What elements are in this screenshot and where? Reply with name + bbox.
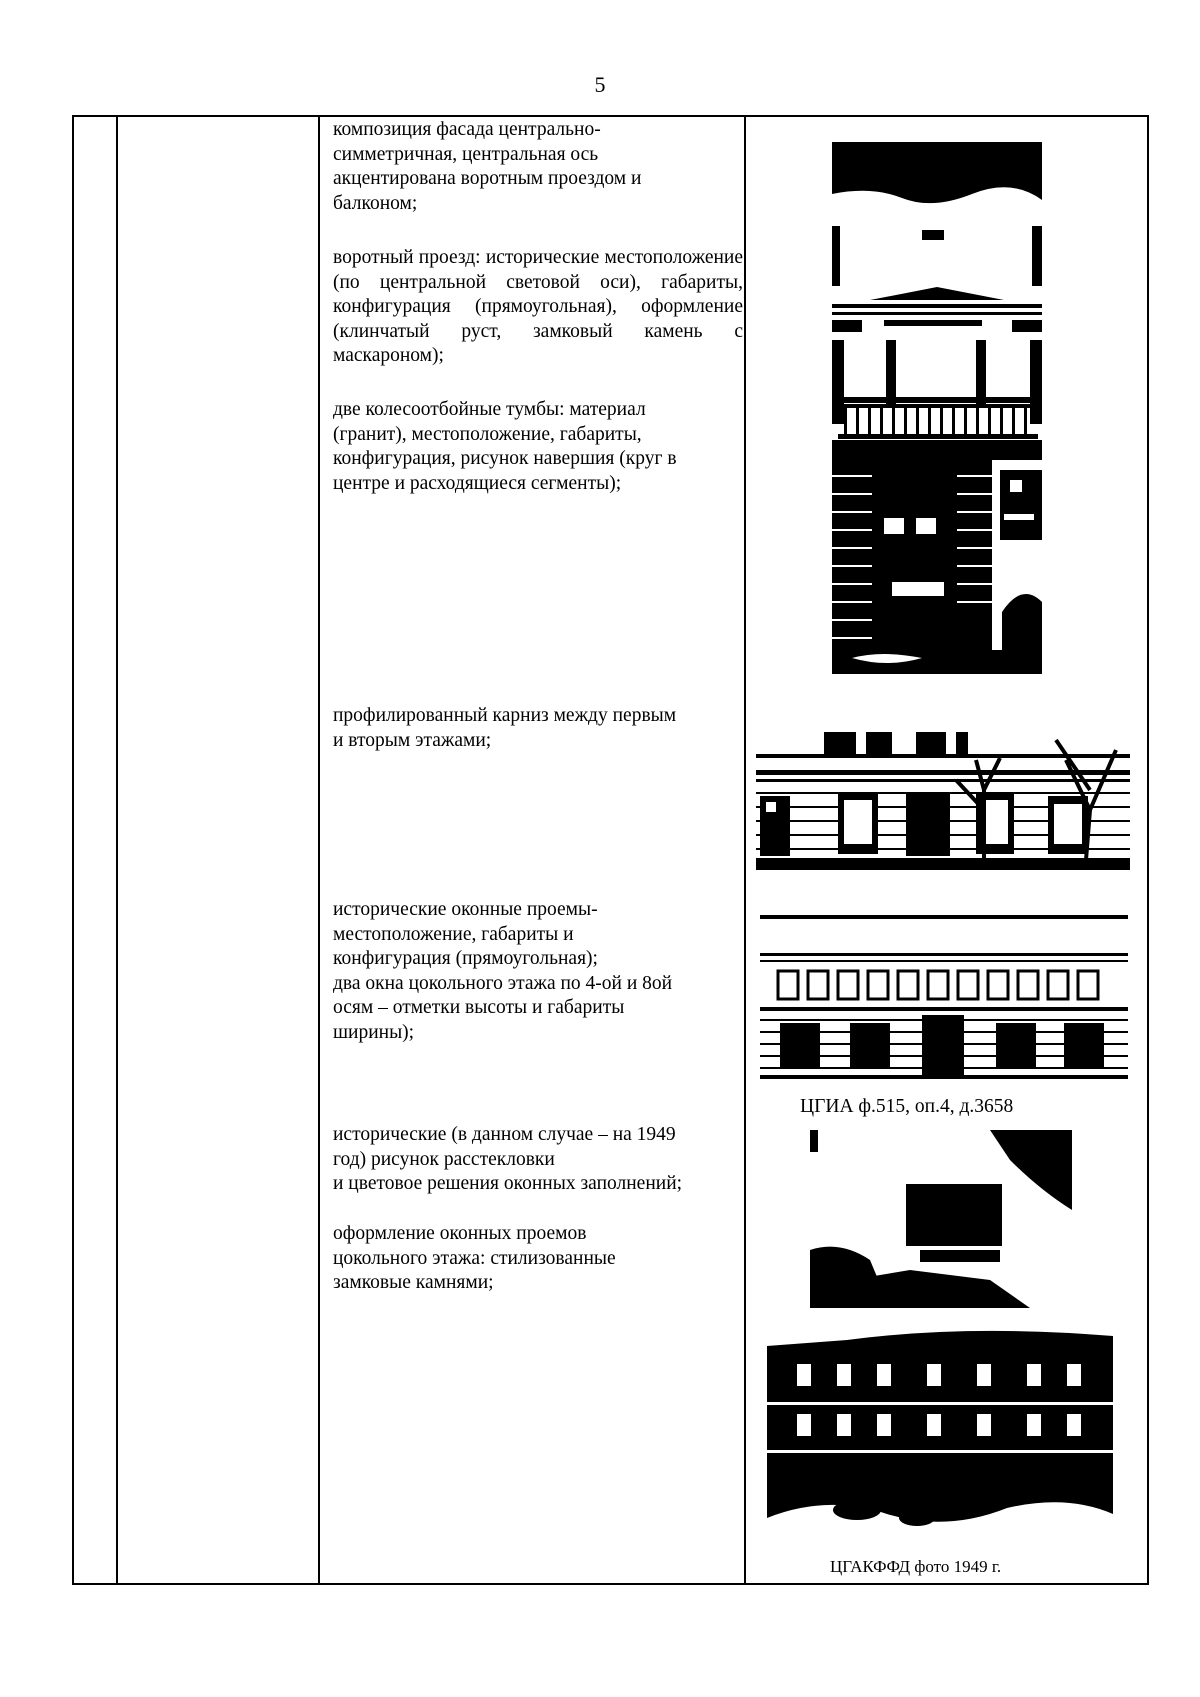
item-window-openings: исторические оконные проемы- местоположение, габариты и конфигурация (прямоугольная); два окна цокольного этажа по 4-ой и 8ой осям – отметки высоты и габариты ширины); bbox=[333, 899, 673, 1043]
photo-1949 bbox=[767, 1318, 1113, 1540]
item-facade-composition: композиция фасада центрально- симметричная, центральная ось акцентирована воротным проездом и балконом; bbox=[333, 119, 642, 214]
drawing-facade-elevation bbox=[760, 915, 1128, 1090]
item-cornice: профилированный карниз между первым и вторым этажами; bbox=[333, 705, 677, 751]
column-divider-3 bbox=[744, 115, 746, 1585]
column-divider-1 bbox=[116, 115, 118, 1585]
photo-window-detail bbox=[810, 1130, 1072, 1308]
page-number: 5 bbox=[594, 72, 606, 97]
item-wheel-guards: две колесоотбойные тумбы: материал (гранит), местоположение, габариты, конфигурация, рисунок навершия (круг в центре и расходящиеся сегменты); bbox=[333, 399, 677, 494]
caption-drawing: ЦГИА ф.515, оп.4, д.3658 bbox=[800, 1096, 1014, 1117]
item-glazing: исторические (в данном случае – на 1949 год) рисунок расстекловки и цветовое решения оконных заполнений; bbox=[333, 1124, 683, 1194]
caption-photo-1949: ЦГАКФФД фото 1949 г. bbox=[830, 1557, 1002, 1576]
column-divider-2 bbox=[318, 115, 320, 1585]
photo-cornice bbox=[756, 730, 1130, 870]
item-plinth-decoration: оформление оконных проемов цокольного этажа: стилизованные замковые камнями; bbox=[333, 1223, 616, 1293]
item-gate-passage: воротный проезд: исторические местоположение (по центральной световой оси), габариты, конфигурация (прямоугольная), оформление (клинчатый руст, замковый камень с маскароном); bbox=[333, 247, 743, 366]
photo-facade-center bbox=[832, 142, 1042, 674]
